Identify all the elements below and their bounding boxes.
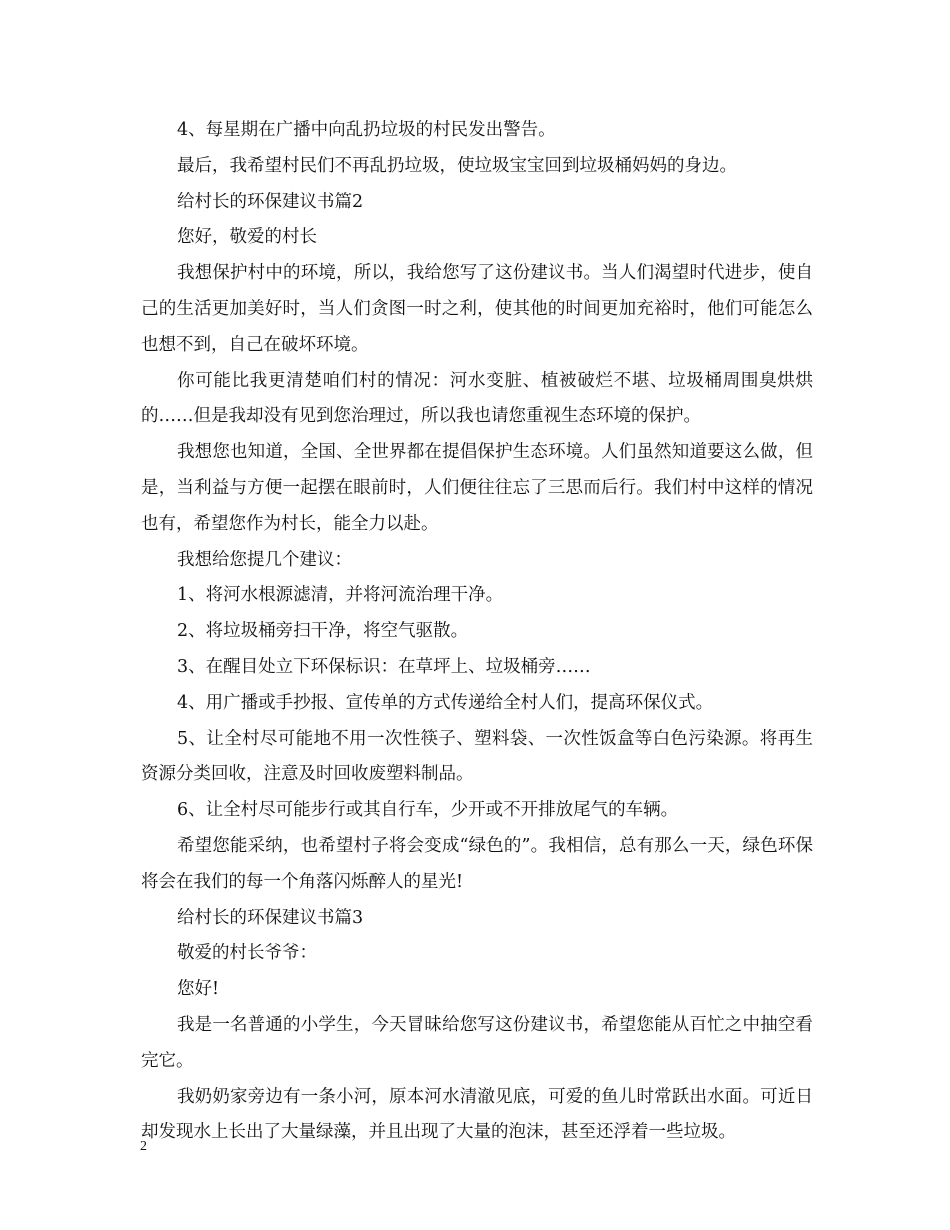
salutation: 敬爱的村长爷爷： xyxy=(177,943,317,964)
section-title-3: 给村长的环保建议书篇3 xyxy=(177,907,364,928)
suggestion-item-1: 1、将河水根源滤清，并将河流治理干净。 xyxy=(177,585,504,606)
section-title-2: 给村长的环保建议书篇2 xyxy=(177,191,364,212)
suggestion-item-6: 6、让全村尽可能步行或其自行车，少开或不开排放尾气的车辆。 xyxy=(177,800,679,821)
greeting: 您好! xyxy=(177,979,220,1000)
paragraph-closing: 希望您能采纳，也希望村子将会变成“绿色的”。我相信，总有那么一天，绿色环保将会在我们的每一个角落闪烁醉人的星光! xyxy=(141,835,813,892)
suggestion-item-3: 3、在醒目处立下环保标识：在草坪上、垃圾桶旁…… xyxy=(177,656,591,677)
document-body xyxy=(141,113,813,1151)
paragraph-list-item-4: 4、每星期在广播中向乱扔垃圾的村民发出警告。 xyxy=(177,120,556,140)
suggestion-item-2: 2、将垃圾桶旁扫干净，将空气驱散。 xyxy=(177,621,469,642)
paragraph-conclusion: 最后，我希望村民们不再乱扔垃圾，使垃圾宝宝回到垃圾桶妈妈的身边。 xyxy=(177,155,737,176)
paragraph: 我想您也知道，全国、全世界都在提倡保护生态环境。人们虽然知道要这么做，但是，当利益与方便一起摆在眼前时，人们便往往忘了三思而后行。我们村中这样的情况也有，希望您作为村长，能全力以赴。 xyxy=(141,442,813,534)
suggestion-item-4: 4、用广播或手抄报、宣传单的方式传递给全村人们，提高环保仪式。 xyxy=(177,692,714,713)
salutation: 您好，敬爱的村长 xyxy=(177,227,317,248)
paragraph: 我想给您提几个建议： xyxy=(177,549,352,570)
suggestion-item-5: 5、让全村尽可能地不用一次性筷子、塑料袋、一次性饭盒等白色污染源。将再生资源分类回收，注意及时回收废塑料制品。 xyxy=(141,728,813,785)
paragraph: 我是一名普通的小学生，今天冒昧给您写这份建议书，希望您能从百忙之中抽空看完它。 xyxy=(141,1014,813,1071)
paragraph: 我奶奶家旁边有一条小河，原本河水清澈见底，可爱的鱼儿时常跃出水面。可近日却发现水上长出了大量绿藻，并且出现了大量的泡沫，甚至还浮着一些垃圾。 xyxy=(141,1086,813,1143)
page-number: 2 xyxy=(140,1139,147,1154)
paragraph: 我想保护村中的环境，所以，我给您写了这份建议书。当人们渴望时代进步，使自己的生活更加美好时，当人们贪图一时之利，使其他的时间更加充裕时，他们可能怎么也想不到，自己在破坏环境。 xyxy=(141,263,813,355)
paragraph: 你可能比我更清楚咱们村的情况：河水变脏、植被破烂不堪、垃圾桶周围臭烘烘的……但是我却没有见到您治理过，所以我也请您重视生态环境的保护。 xyxy=(141,370,813,427)
